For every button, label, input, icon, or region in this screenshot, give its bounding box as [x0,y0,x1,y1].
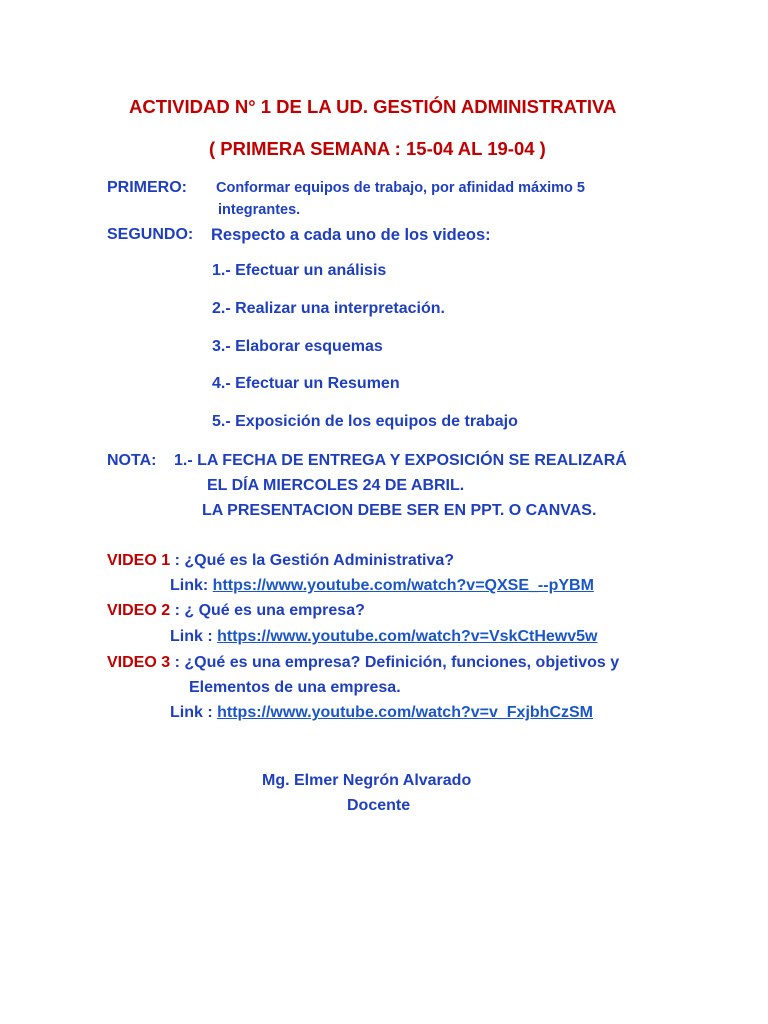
signature-name: Mg. Elmer Negrón Alvarado [262,772,472,789]
video-3-label: VIDEO 3 [107,654,171,671]
segundo-text: Respecto a cada uno de los videos: [211,226,491,244]
video-1-link-label: Link: [170,577,213,594]
list-item: 2.- Realizar una interpretación. [212,300,445,317]
primero-text-line2: integrantes. [218,202,301,218]
video-3-title-line [107,654,619,672]
list-item: 1.- Efectuar un análisis [212,262,387,279]
video-2-link-label: Link : [170,628,218,645]
video-2-question: ¿ Qué es una empresa? [184,602,365,619]
list-item: 5.- Exposición de los equipos de trabajo [212,413,518,430]
video-3-separator: : [170,654,185,671]
nota-line3: LA PRESENTACION DEBE SER EN PPT. O CANVAS. [202,502,597,519]
video-1-label: VIDEO 1 [107,552,171,569]
video-2-link-line [170,628,597,646]
nota-line2: EL DÍA MIERCOLES 24 DE ABRIL. [207,477,465,494]
list-item: 3.- Elaborar esquemas [212,338,383,355]
video-3-question: ¿Qué es una empresa? Definición, funciones, objetivos y [184,654,620,671]
video-1-question: ¿Qué es la Gestión Administrativa? [184,552,455,569]
signature-role: Docente [347,797,411,814]
video-2-label: VIDEO 2 [107,602,171,619]
video-1-link-line [170,577,594,595]
video-1-separator: : [170,552,185,569]
document-title: ACTIVIDAD N° 1 DE LA UD. GESTIÓN ADMINISTRATIVA [129,96,617,117]
primero-label: PRIMERO: [107,179,187,196]
segundo-label: SEGUNDO: [107,226,194,243]
nota-label: NOTA: [107,452,157,469]
video-1-title-line [107,552,454,570]
video-3-link-line [170,704,593,722]
list-item: 4.- Efectuar un Resumen [212,375,400,392]
video-3-link[interactable]: https://www.youtube.com/watch?v=v_FxjbhCzSM [217,704,593,721]
document-subtitle: ( PRIMERA SEMANA : 15-04 AL 19-04 ) [209,138,546,159]
video-1-link[interactable]: https://www.youtube.com/watch?v=QXSE_--pYBM [212,577,594,594]
video-2-separator: : [170,602,185,619]
primero-text-line1: Conformar equipos de trabajo, por afinidad máximo 5 [216,180,585,196]
video-3-question-line2: Elementos de una empresa. [189,679,401,696]
video-2-title-line [107,602,365,620]
video-2-link[interactable]: https://www.youtube.com/watch?v=VskCtHewv5w [217,628,598,645]
video-3-link-label: Link : [170,704,218,721]
nota-line1: 1.- LA FECHA DE ENTREGA Y EXPOSICIÓN SE REALIZARÁ [174,452,627,469]
